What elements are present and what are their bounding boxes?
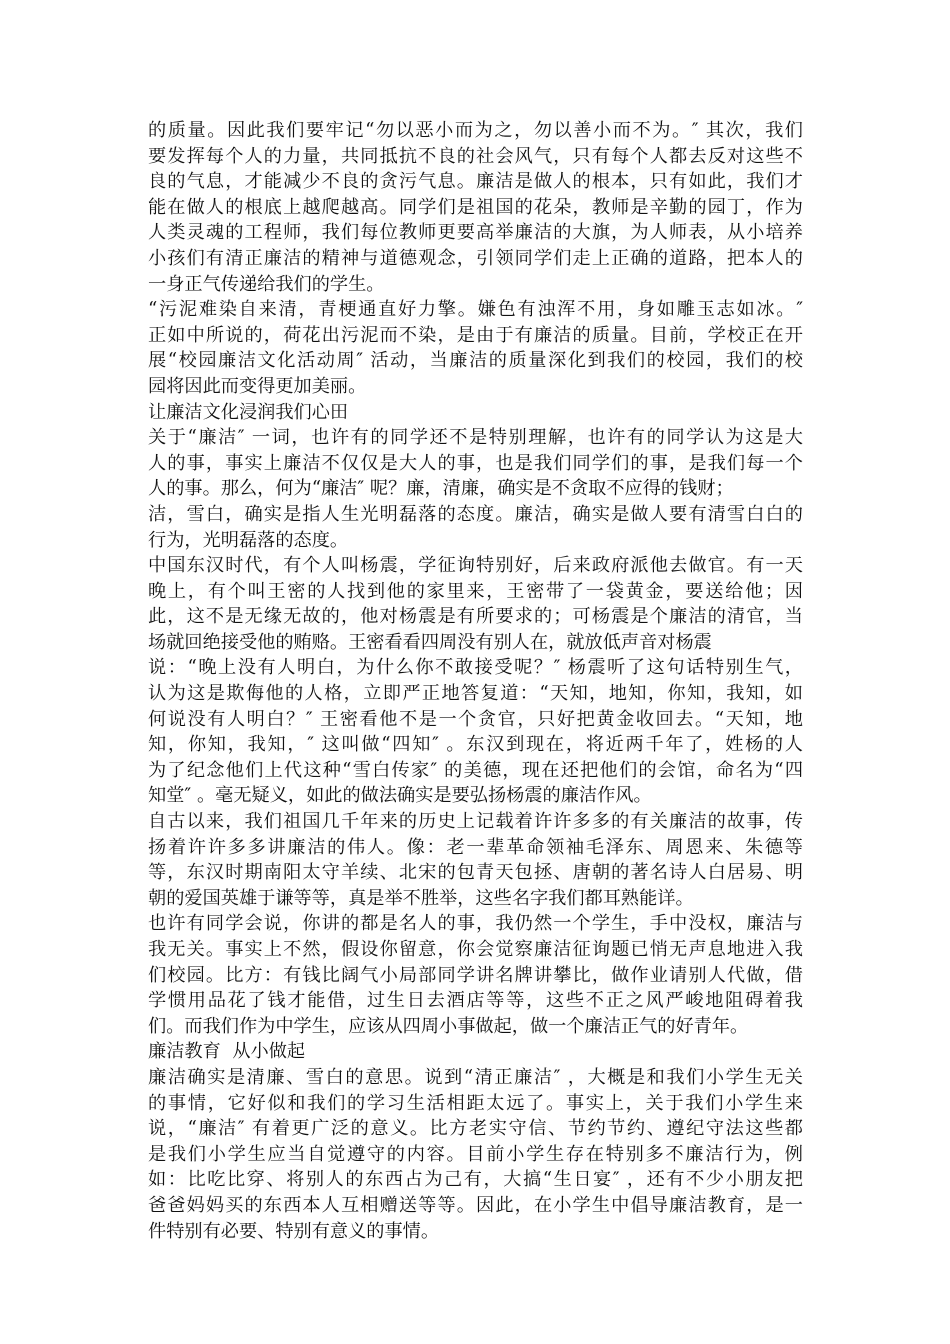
text-line: 扬着许许多多讲廉洁的伟人。像：老一辈革命领袖毛泽东、周恩来、朱德等 (148, 836, 803, 858)
paragraph (148, 809, 803, 911)
text-line: 洁，雪白，确实是指人生光明磊落的态度。廉洁，确实是做人要有清雪白白的 (148, 503, 803, 525)
text-line: 知堂″ 。毫无疑义，如此的做法确实是要弘扬杨震的廉洁作风。 (148, 785, 652, 807)
text-line: 朝的爱国英雄于谦等等，真是举不胜举，这些名字我们都耳熟能详。 (148, 887, 694, 909)
text-line: 爸爸妈妈买的东西本人互相赠送等等。因此，在小学生中倡导廉洁教育，是一 (148, 1194, 803, 1216)
text-line: 们校园。比方：有钱比阔气小局部同学讲名牌讲攀比，做作业请别人代做，借 (148, 964, 803, 986)
text-line: 正如中所说的，荷花出污泥而不染，是由于有廉洁的质量。目前，学校正在开 (148, 324, 803, 346)
text-line: 行为，光明磊落的态度。 (148, 529, 349, 551)
text-line: 园将因此而变得更加美丽。 (148, 375, 367, 397)
text-line: 说：“晚上没有人明白，为什么你不敢接受呢？″ 杨震听了这句话特别生气， (148, 657, 803, 679)
text-line: 人的事。那么，何为“廉洁″ 呢？廉，清廉，确实是不贪取不应得的钱财； (148, 478, 734, 500)
text-line: 为了纪念他们上代这种“雪白传家″ 的美德，现在还把他们的会馆，命名为“四 (148, 759, 803, 781)
text-line: 场就回绝接受他的贿赂。王密看看四周没有别人在，就放低声音对杨震 (148, 631, 712, 653)
text-line: 何说没有人明白？″ 王密看他不是一个贪官，只好把黄金收回去。“天知，地 (148, 708, 803, 730)
text-line: 中国东汉时代，有个人叫杨震，学征询特别好，后来政府派他去做官。有一天 (148, 555, 803, 577)
section-heading: 让廉洁文化浸润我们心田 (148, 401, 349, 423)
text-line: 小孩们有清正廉洁的精神与道德观念，引领同学们走上正确的道路，把本人的 (148, 247, 803, 269)
paragraph (148, 425, 803, 553)
section-heading: 廉洁教育 从小做起 (148, 1041, 306, 1063)
text-line: 要发挥每个人的力量，共同抵抗不良的社会风气，只有每个人都去反对这些不 (148, 145, 803, 167)
text-line: 一身正气传递给我们的学生。 (148, 273, 385, 295)
paragraph (148, 1065, 803, 1244)
text-line: 我无关。事实上不然，假设你留意，你会觉察廉洁征询题已悄无声息地进入我 (148, 939, 803, 960)
text-line: 等，东汉时期南阳太守羊续、北宋的包青天包拯、唐朝的著名诗人白居易、明 (148, 862, 803, 884)
document-page (148, 118, 803, 1244)
text-line: 如：比吃比穿、将别人的东西占为己有，大搞“生日宴″ ，还有不少小朋友把 (148, 1169, 803, 1191)
paragraph (148, 118, 803, 297)
text-line: 展“校园廉洁文化活动周″ 活动，当廉洁的质量深化到我们的校园，我们的校 (148, 350, 803, 372)
text-line: 良的气息，才能减少不良的贪污气息。廉洁是做人的根本，只有如此，我们才 (148, 171, 803, 193)
paragraph (148, 911, 803, 1039)
text-line: 认为这是欺侮他的人格，立即严正地答复道：“天知，地知，你知，我知，如 (148, 683, 803, 705)
paragraph (148, 553, 803, 809)
text-line: 晚上，有个叫王密的人找到他的家里来，王密带了一袋黄金，要送给他；因 (148, 580, 803, 602)
text-line: 们。而我们作为中学生，应该从四周小事做起，做一个廉洁正气的好青年。 (148, 1015, 749, 1037)
text-line: 也许有同学会说，你讲的都是名人的事，我仍然一个学生，手中没权，廉洁与 (148, 913, 803, 935)
text-line: 知，你知，我知，″ 这叫做“四知″ 。东汉到现在，将近两千年了，姓杨的人 (148, 734, 803, 756)
text-line: “污泥难染自来清，青梗通直好力擎。嫌色有浊浑不用，身如雕玉志如冰。″ (148, 299, 803, 321)
text-line: 关于“廉洁″ 一词，也许有的同学还不是特别理解，也许有的同学认为这是大 (148, 427, 803, 449)
paragraph (148, 297, 803, 399)
text-line: 是我们小学生应当自觉遵守的内容。目前小学生存在特别多不廉洁行为，例 (148, 1143, 803, 1165)
text-line: 说，“廉洁″ 有着更广泛的意义。比方老实守信、节约节约、遵纪守法这些都 (148, 1118, 803, 1140)
text-line: 能在做人的根底上越爬越高。同学们是祖国的花朵，教师是辛勤的园丁，作为 (148, 196, 803, 218)
text-line: 的事情，它好似和我们的学习生活相距太远了。事实上，关于我们小学生来 (148, 1092, 803, 1114)
text-line: 廉洁确实是清廉、雪白的意思。说到“清正廉洁″ ，大概是和我们小学生无关 (148, 1066, 803, 1088)
text-line: 的质量。因此我们要牢记“勿以恶小而为之，勿以善小而不为。″ 其次，我们 (148, 120, 803, 141)
text-line: 学惯用品花了钱才能借，过生日去酒店等等，这些不正之风严峻地阻碍着我 (148, 990, 803, 1012)
text-line: 自古以来，我们祖国几千年来的历史上记载着许许多多的有关廉洁的故事，传 (148, 811, 803, 833)
text-line: 人类灵魂的工程师，我们每位教师更要高举廉洁的大旗，为人师表，从小培养 (148, 222, 803, 244)
text-line: 人的事，事实上廉洁不仅仅是大人的事，也是我们同学们的事，是我们每一个 (148, 452, 803, 474)
text-line: 件特别有必要、特别有意义的事情。 (148, 1220, 440, 1242)
text-line: 此，这不是无缘无故的，他对杨震是有所要求的；可杨震是个廉洁的清官，当 (148, 606, 803, 628)
